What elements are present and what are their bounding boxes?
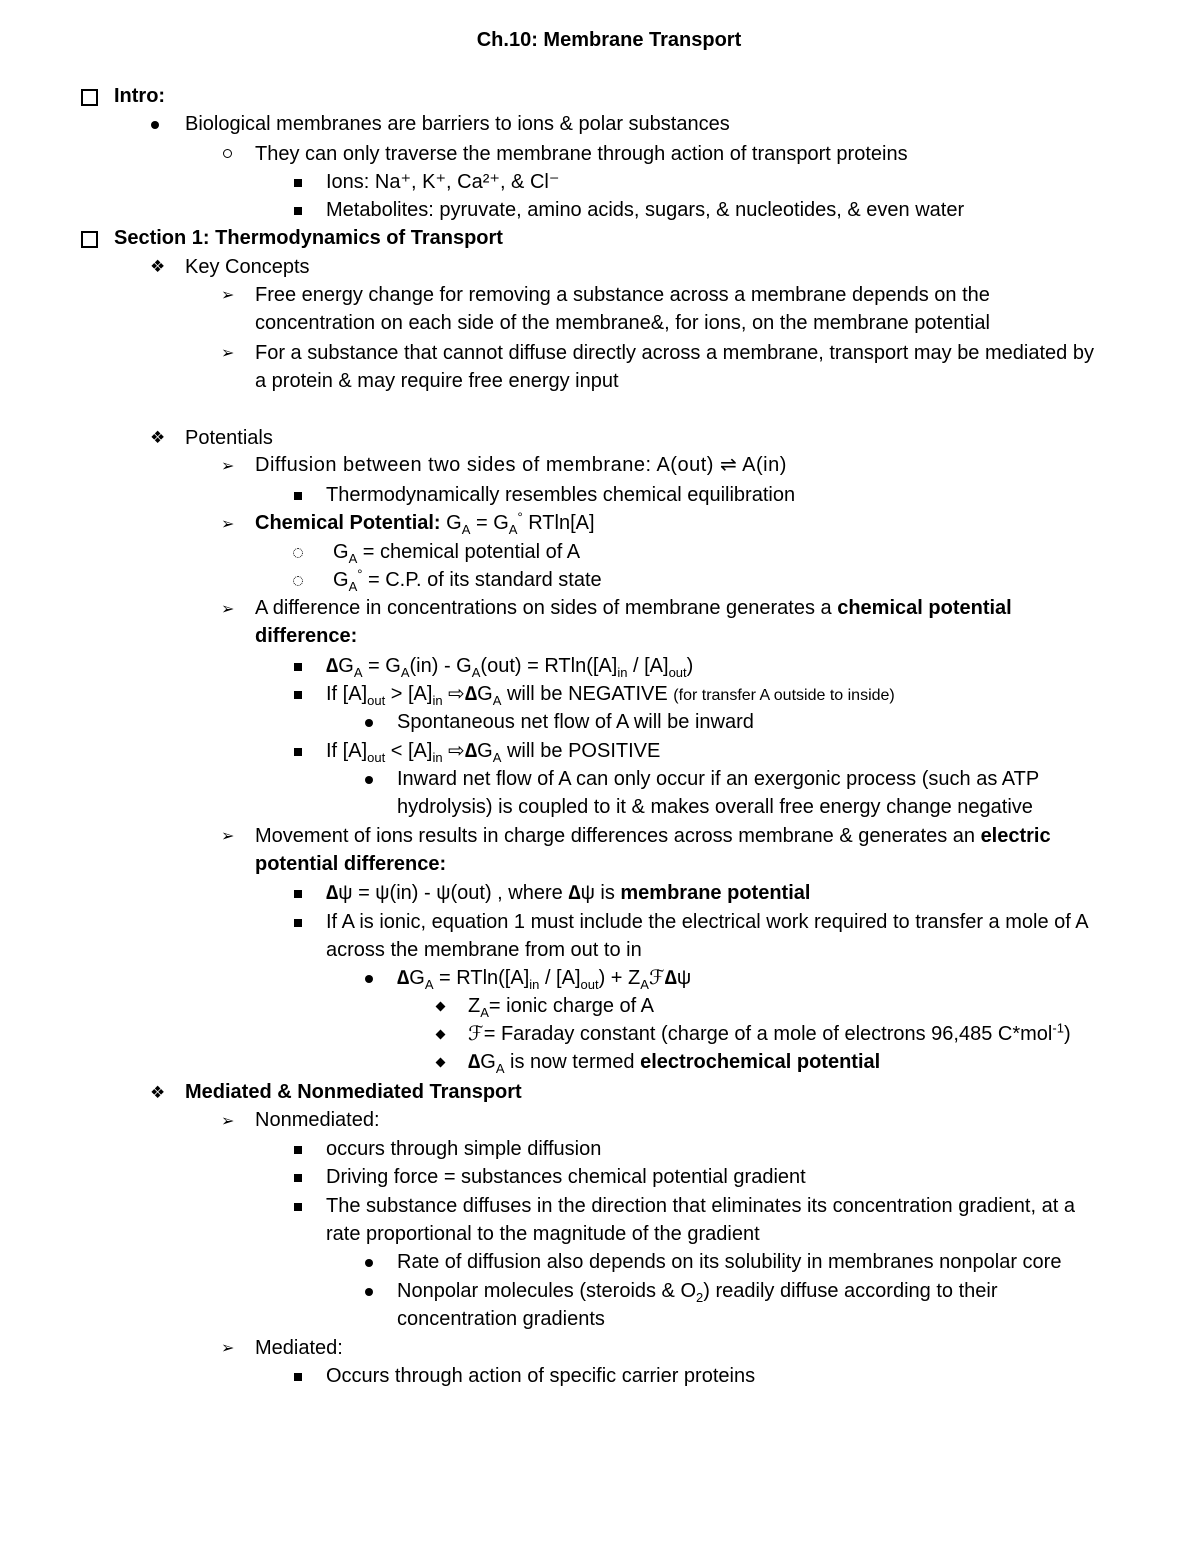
section1-heading: Section 1: Thermodynamics of Transport (114, 227, 503, 249)
membrane-potential: membrane potential (620, 882, 811, 904)
ions-move-bold: electric (980, 825, 1051, 847)
termed-line: $\Delta G_A$ is now termed electrochemical potential (468, 1051, 881, 1076)
bullet-icon (365, 776, 373, 784)
kc-1b: concentration on each side of the membrane&, for ions, on the membrane potential (255, 312, 990, 334)
ionic-a: If A is ionic, equation 1 must include the electrical work required to transfer a mole of A (326, 911, 1089, 933)
termed: is now termed (510, 1051, 635, 1073)
chem-pot-label: Chemical Potential: (255, 512, 441, 534)
checkbox-icon (81, 231, 98, 248)
nm-3a: The substance diffuses in the direction that eliminates its concentration gradient, at a (326, 1195, 1075, 1217)
ions-move-a: Movement of ions results in charge differences across membrane & generates an (255, 825, 975, 847)
square-bullet-icon (294, 748, 302, 756)
diff-conc-bold2: difference: (255, 625, 358, 647)
nm-1: occurs through simple diffusion (326, 1138, 602, 1160)
electro-eq-line: $\Delta G_A = RTln([A]_{in} / [A]_{out})$ + $Z_Aℱ\Delta\psi$ (397, 967, 692, 992)
intro-ions: Ions: Na⁺, K⁺, Ca²⁺, & Cl⁻ (326, 171, 560, 193)
intro-sub-1: They can only traverse the membrane through action of transport proteins (255, 143, 908, 165)
circle-bullet-icon (223, 149, 232, 158)
chem-pot-def2-line: $G_A^\circ = C.P$. of its standard state (333, 566, 602, 594)
nm-2: Driving force = substances chemical potential gradient (326, 1166, 806, 1188)
dotted-circle-bullet-icon (293, 548, 303, 558)
intro-bullet-1: Biological membranes are barriers to ions & polar substances (185, 113, 730, 135)
diff-conc-bold: chemical potential (837, 597, 1012, 619)
ionic-b: across the membrane from out to in (326, 939, 642, 961)
square-bullet-icon (294, 663, 302, 671)
square-bullet-icon (294, 691, 302, 699)
checkbox-icon (81, 89, 98, 106)
square-bullet-icon (294, 1174, 302, 1182)
page-title: Ch.10: Membrane Transport (476, 29, 742, 51)
spont-line: Spontaneous net flow of A will be inward (397, 711, 754, 733)
square-bullet-icon (294, 1373, 302, 1381)
faraday-line: ℱ= Faraday constant (charge of a mole of electrons 96,485 C*mol$^{-1}$) (468, 1020, 1071, 1045)
nonmediated-label: Nonmediated: (255, 1109, 380, 1131)
if-out-lt: will be POSITIVE (506, 740, 661, 762)
square-bullet-icon (294, 1203, 302, 1211)
arrow-bullet-icon: ➢ (221, 1340, 235, 1357)
nm-3-sub1: Rate of diffusion also depends on its solubility in membranes nonpolar core (397, 1251, 1062, 1273)
nm-3-sub2b: concentration gradients (397, 1308, 605, 1330)
chem-pot-def1: = chemical potential of A (362, 541, 581, 563)
square-bullet-icon (294, 179, 302, 187)
kc-2b: a protein & may require free energy input (255, 370, 619, 392)
diamond-bullet-icon: ❖ (150, 428, 166, 447)
diffusion-line: Diffusion between two sides of membrane: A(out) ⇌ A(in) (255, 454, 787, 476)
bullet-icon (365, 719, 373, 727)
za-def: = ionic charge of A (488, 995, 654, 1017)
nm-3b: rate proportional to the magnitude of the gradient (326, 1223, 760, 1245)
intro-metabolites: Metabolites: pyruvate, amino acids, sugars, & nucleotides, & even water (326, 199, 965, 221)
square-bullet-icon (294, 919, 302, 927)
nm-3-sub2-line: Nonpolar molecules (steroids & $O_2$) readily diffuse according to their (397, 1280, 998, 1305)
ions-move-bold2: potential difference: (255, 853, 447, 875)
delta-g-line: $\Delta G_A = G_A(in) - G_A(out) = RTln([A]_{in} / [A]_{out})$ (326, 655, 694, 680)
arrow-bullet-icon: ➢ (221, 1113, 235, 1130)
square-bullet-icon (294, 1146, 302, 1154)
chem-pot-def1-line: $G_A$ = chemical potential of A (333, 541, 581, 566)
psi-is: ψ is (580, 882, 615, 904)
arrow-bullet-icon: ➢ (221, 458, 235, 475)
diamond-bullet-icon: ❖ (150, 257, 166, 276)
kc-1a: Free energy change for removing a substance across a membrane depends on the (255, 284, 990, 306)
arrow-bullet-icon: ➢ (221, 345, 235, 362)
bullet-icon (365, 1259, 373, 1267)
small-diamond-bullet-icon (436, 1058, 446, 1068)
if-out-lt-line: If $[A]_{out} < [A]_{in}$ $⇨\Delta G_A$ will be POSITIVE (326, 740, 661, 765)
electrochemical: electrochemical potential (640, 1051, 881, 1073)
inward-b: hydrolysis) is coupled to it & makes overall free energy change negative (397, 796, 1033, 818)
if-out-gt-note: (for transfer A outside to inside) (673, 687, 895, 704)
diamond-bullet-icon: ❖ (150, 1083, 166, 1102)
thermo-line: Thermodynamically resembles chemical equilibration (326, 484, 796, 506)
faraday: ℱ= Faraday constant (charge of a mole of electrons 96,485 C*mol (468, 1023, 1053, 1045)
chem-pot-def2: = C.P. of its standard state (368, 569, 602, 591)
psi-line: ∆ψ = ψ(in) - ψ(out) , where ∆ψ is membrane potential (326, 882, 811, 904)
arrow-bullet-icon: ➢ (221, 516, 235, 533)
arrow-bullet-icon: ➢ (221, 828, 235, 845)
small-diamond-bullet-icon (436, 1030, 446, 1040)
arrow-bullet-icon: ➢ (221, 601, 235, 618)
mediated-label: Mediated: (255, 1337, 343, 1359)
square-bullet-icon (294, 492, 302, 500)
if-out-gt-line: If $[A]_{out} > [A]_{in}$ $⇨\Delta G_A$ will be NEGATIVE (for transfer A outside to inside) (326, 683, 895, 708)
dotted-circle-bullet-icon (293, 576, 303, 586)
za-line: $Z_A=$ ionic charge of A (468, 995, 654, 1020)
nm-3-sub2a-end: ) readily diffuse according to their (703, 1280, 998, 1302)
mediated-heading: Mediated & Nonmediated Transport (185, 1081, 522, 1103)
nm-3-sub2a: Nonpolar molecules (steroids & O (397, 1280, 697, 1302)
inward-a: Inward net flow of A can only occur if an exergonic process (such as ATP (397, 768, 1040, 790)
ions-move-line (255, 822, 1051, 850)
bullet-icon (365, 1288, 373, 1296)
potentials: Potentials (185, 427, 273, 449)
square-bullet-icon (294, 207, 302, 215)
bullet-icon (151, 121, 159, 129)
arrow-bullet-icon: ➢ (221, 287, 235, 304)
chem-pot-line: Chemical Potential: $G_A = G_A^\circ$ RTln[A] (255, 509, 595, 537)
if-out-gt: will be NEGATIVE (506, 683, 668, 705)
kc-2a: For a substance that cannot diffuse directly across a membrane, transport may be mediated by (255, 342, 1094, 364)
intro-heading: Intro: (114, 85, 166, 107)
key-concepts: Key Concepts (185, 256, 310, 278)
m-1: Occurs through action of specific carrier proteins (326, 1365, 756, 1387)
bullet-icon (365, 975, 373, 983)
diff-conc-text: A difference in concentrations on sides of membrane generates a (255, 597, 832, 619)
psi-eq: ψ = ψ(in) - ψ(out) , where (338, 882, 563, 904)
small-diamond-bullet-icon (436, 1002, 446, 1012)
diff-conc-line (255, 594, 1012, 622)
square-bullet-icon (294, 890, 302, 898)
